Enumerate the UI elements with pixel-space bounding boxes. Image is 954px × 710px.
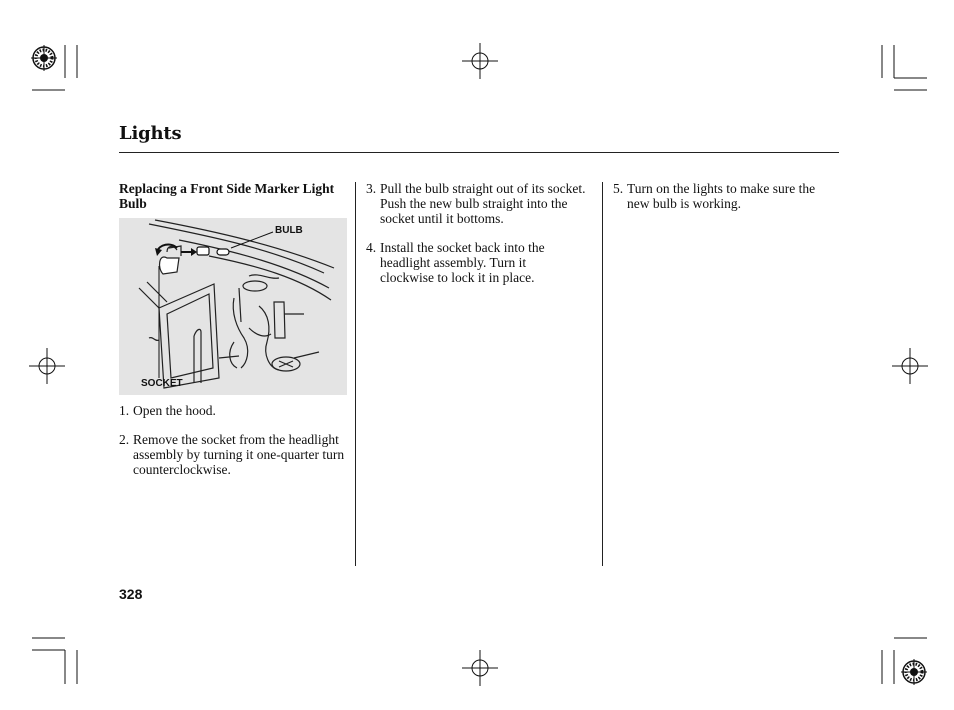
headlight-assembly-drawing bbox=[119, 218, 347, 395]
list-item bbox=[613, 181, 833, 211]
figure-label-bulb: BULB bbox=[275, 225, 303, 236]
step-number: 4. bbox=[366, 240, 377, 255]
page-number: 328 bbox=[119, 586, 143, 602]
section-heading: Replacing a Front Side Marker Light Bulb bbox=[119, 181, 335, 211]
column-divider-2 bbox=[602, 182, 603, 566]
step-text: Turn on the lights to make sure the new bulb is working. bbox=[627, 181, 816, 211]
step-number: 3. bbox=[366, 181, 377, 196]
step-text: Open the hood. bbox=[133, 403, 216, 418]
list-item bbox=[366, 240, 566, 285]
list-item bbox=[366, 181, 596, 226]
step-number: 5. bbox=[613, 181, 624, 196]
list-item bbox=[119, 403, 349, 418]
column-divider-1 bbox=[355, 182, 356, 566]
side-marker-bulb-illustration bbox=[119, 218, 347, 395]
step-number: 2. bbox=[119, 432, 130, 447]
step-text: Remove the socket from the headlight assembly by turning it one-quarter turn counterclockwise. bbox=[133, 432, 345, 477]
list-item bbox=[119, 432, 351, 477]
step-number: 1. bbox=[119, 403, 130, 418]
step-text: Pull the bulb straight out of its socket. Push the new bulb straight into the socket until it bottoms. bbox=[380, 181, 586, 226]
step-text: Install the socket back into the headlight assembly. Turn it clockwise to lock it in place. bbox=[380, 240, 545, 285]
page-title: Lights bbox=[119, 123, 182, 144]
title-divider bbox=[119, 152, 839, 153]
figure-label-socket: SOCKET bbox=[141, 378, 183, 389]
